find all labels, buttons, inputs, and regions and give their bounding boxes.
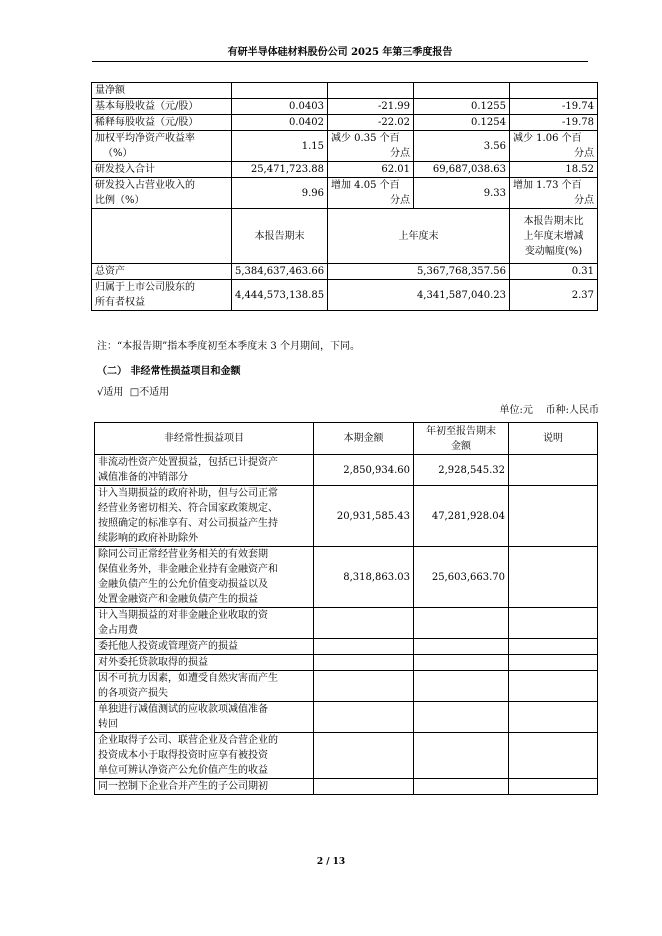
cell-value: 4,341,587,040.23 bbox=[328, 280, 510, 311]
page-number: 2 / 13 bbox=[316, 857, 346, 867]
row-label: 研发投入合计 bbox=[92, 162, 232, 178]
item-description: 同一控制下企业合并产生的子公司期初 bbox=[95, 779, 314, 795]
not-applicable-checkbox: □ bbox=[129, 387, 140, 398]
cell-value: 9.96 bbox=[232, 178, 328, 209]
cell-value bbox=[314, 655, 414, 671]
cell-value: -19.74 bbox=[510, 99, 598, 115]
column-header: 上年度末 bbox=[328, 209, 510, 264]
row-label: 研发投入占营业收入的 比例（%） bbox=[92, 178, 232, 209]
note-cell bbox=[509, 486, 598, 547]
cell-value: 62.01 bbox=[328, 162, 414, 178]
table-row bbox=[92, 115, 598, 131]
note-cell bbox=[509, 733, 598, 779]
cell-value: 5,367,768,357.56 bbox=[328, 264, 510, 280]
cell-value: 1.15 bbox=[232, 131, 328, 162]
table-row bbox=[95, 655, 598, 671]
row-label: 基本每股收益（元/股） bbox=[92, 99, 232, 115]
cell-value: 0.0402 bbox=[232, 115, 328, 131]
cell-value bbox=[414, 608, 509, 639]
note-cell bbox=[509, 639, 598, 655]
section-title: （二） 非经常性损益项目和金额 bbox=[97, 366, 241, 377]
cell-value: 8,318,863.03 bbox=[314, 547, 414, 608]
key-financial-indicators-table bbox=[91, 82, 598, 311]
cell-value: 0.1254 bbox=[414, 115, 510, 131]
cell-value bbox=[314, 702, 414, 733]
cell-value: 47,281,928.04 bbox=[414, 486, 509, 547]
cell-value bbox=[314, 671, 414, 702]
table-row bbox=[92, 264, 598, 280]
note-cell bbox=[509, 671, 598, 702]
table-row bbox=[95, 733, 598, 779]
table-row bbox=[95, 779, 598, 795]
item-description: 单独进行减值测试的应收款项减值准备 转回 bbox=[95, 702, 314, 733]
cell-value: 0.1255 bbox=[414, 99, 510, 115]
cell-value bbox=[414, 671, 509, 702]
table-row bbox=[92, 178, 598, 209]
cell-value: 9.33 bbox=[414, 178, 510, 209]
cell-value bbox=[414, 655, 509, 671]
note-cell bbox=[509, 779, 598, 795]
table-row bbox=[95, 702, 598, 733]
note-cell bbox=[509, 547, 598, 608]
cell-value bbox=[414, 702, 509, 733]
cell-value: -19.78 bbox=[510, 115, 598, 131]
cell-value: 增加 1.73 个百 分点 bbox=[510, 178, 598, 209]
column-header: 本期金额 bbox=[314, 423, 414, 455]
row-label: 归属于上市公司股东的 所有者权益 bbox=[92, 280, 232, 311]
item-description: 对外委托贷款取得的损益 bbox=[95, 655, 314, 671]
item-description: 计入当期损益的政府补助，但与公司正常 经营业务密切相关、符合国家政策规定、 按照确定的标准享有、对公司损益产生持 续影响的政府补助除外 bbox=[95, 486, 314, 547]
cell-value bbox=[414, 779, 509, 795]
item-description: 非流动性资产处置损益，包括已计提资产 减值准备的冲销部分 bbox=[95, 455, 314, 486]
cell-value: 3.56 bbox=[414, 131, 510, 162]
cell-value: 减少 0.35 个百 分点 bbox=[328, 131, 414, 162]
cell-value: 减少 1.06 个百 分点 bbox=[510, 131, 598, 162]
cell-value: -22.02 bbox=[328, 115, 414, 131]
note-cell bbox=[509, 702, 598, 733]
item-description: 除同公司正常经营业务相关的有效套期 保值业务外，非金融企业持有金融资产和 金融负债产生的公允价值变动损益以及 处置金融资产和金融负债产生的损益 bbox=[95, 547, 314, 608]
applicability-options bbox=[97, 386, 169, 399]
cell-value: -21.99 bbox=[328, 99, 414, 115]
page-header-title: 有研半导体硅材料股份公司 2025 年第三季度报告 bbox=[227, 47, 453, 58]
row-label: 量净额 bbox=[92, 83, 232, 99]
row-label: 总资产 bbox=[92, 264, 232, 280]
note-cell bbox=[509, 455, 598, 486]
non-recurring-items-table bbox=[94, 422, 598, 795]
table-row bbox=[95, 547, 598, 608]
not-applicable-label: 不适用 bbox=[139, 387, 170, 398]
cell-value: 18.52 bbox=[510, 162, 598, 178]
cell-value: 25,603,663.70 bbox=[414, 547, 509, 608]
row-label: 加权平均净资产收益率 （%） bbox=[92, 131, 232, 162]
table-row bbox=[92, 83, 598, 99]
column-header: 本报告期末 bbox=[232, 209, 328, 264]
item-description: 委托他人投资或管理资产的损益 bbox=[95, 639, 314, 655]
table-footnote: 注：“本报告期”指本季度初至本季度末 3 个月期间，下同。 bbox=[97, 341, 360, 352]
cell-value: 4,444,573,138.85 bbox=[232, 280, 328, 311]
table-row bbox=[92, 280, 598, 311]
cell-value bbox=[414, 733, 509, 779]
cell-value: 25,471,723.88 bbox=[232, 162, 328, 178]
note-cell bbox=[509, 655, 598, 671]
table-row bbox=[95, 608, 598, 639]
cell-value: 5,384,637,463.66 bbox=[232, 264, 328, 280]
table-row bbox=[92, 162, 598, 178]
row-label: 稀释每股收益（元/股） bbox=[92, 115, 232, 131]
table-row bbox=[95, 455, 598, 486]
cell-value: 69,687,038.63 bbox=[414, 162, 510, 178]
item-description: 因不可抗力因素，如遭受自然灾害而产生 的各项资产损失 bbox=[95, 671, 314, 702]
applicable-checkbox: √ bbox=[97, 387, 104, 398]
cell-value bbox=[314, 639, 414, 655]
unit-currency-line: 单位:元 币种:人民币 bbox=[499, 405, 599, 416]
cell-value bbox=[314, 779, 414, 795]
cell-value: 2,928,545.32 bbox=[414, 455, 509, 486]
item-description: 企业取得子公司、联营企业及合营企业的 投资成本小于取得投资时应享有被投资 单位可辨认净资产公允价值产生的收益 bbox=[95, 733, 314, 779]
cell-value: 20,931,585.43 bbox=[314, 486, 414, 547]
table-row bbox=[95, 639, 598, 655]
cell-value bbox=[414, 639, 509, 655]
table-row bbox=[92, 99, 598, 115]
column-header: 说明 bbox=[509, 423, 598, 455]
table-header-row bbox=[92, 209, 598, 264]
column-header: 非经常性损益项目 bbox=[95, 423, 314, 455]
cell-value: 0.0403 bbox=[232, 99, 328, 115]
cell-value: 2.37 bbox=[510, 280, 598, 311]
note-cell bbox=[509, 608, 598, 639]
cell-value bbox=[314, 733, 414, 779]
cell-value: 增加 4.05 个百 分点 bbox=[328, 178, 414, 209]
applicable-label: 适用 bbox=[103, 387, 124, 398]
table-row bbox=[95, 671, 598, 702]
item-description: 计入当期损益的对非金融企业收取的资 金占用费 bbox=[95, 608, 314, 639]
table-header-row bbox=[95, 423, 598, 455]
table-row bbox=[95, 486, 598, 547]
column-header: 年初至报告期末 金额 bbox=[414, 423, 509, 455]
header-divider bbox=[92, 61, 588, 62]
cell-value: 0.31 bbox=[510, 264, 598, 280]
cell-value bbox=[314, 608, 414, 639]
column-header: 本报告期末比 上年度末增减 变动幅度(%) bbox=[510, 209, 598, 264]
cell-value: 2,850,934.60 bbox=[314, 455, 414, 486]
table-row bbox=[92, 131, 598, 162]
